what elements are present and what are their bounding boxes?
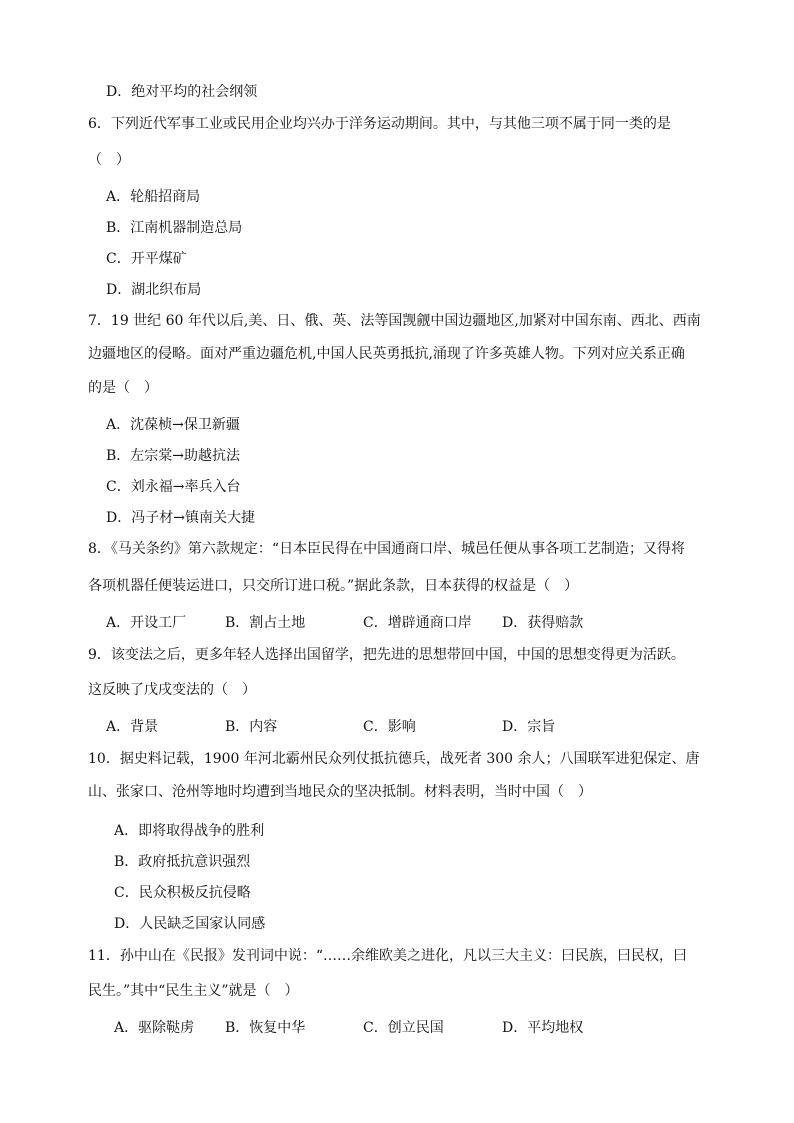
q10-option-d: D．人民缺乏国家认同感 [114, 916, 266, 932]
q10-option-c: C．民众积极反抗侵略 [114, 885, 251, 901]
q9-option-a: A．背景 [106, 719, 159, 735]
q7-option-c: C．刘永福→率兵入台 [106, 479, 241, 495]
q6-option-d: D．湖北织布局 [106, 282, 202, 298]
q7-option-a: A．沈葆桢→保卫新疆 [106, 417, 240, 433]
q7-option-b: B．左宗棠→助越抗法 [106, 448, 241, 464]
q9-option-d: D．宗旨 [502, 719, 556, 735]
q10-option-a: A．即将取得战争的胜利 [114, 823, 265, 839]
q6-option-c: C．开平煤矿 [106, 251, 187, 267]
q11-option-a: A．驱除鞑虏 [114, 1020, 195, 1036]
q8-option-c: C．增辟通商口岸 [363, 615, 472, 631]
q8-option-a: A．开设工厂 [106, 615, 187, 631]
q10-stem-line-1: 10．据史料记载，1900 年河北霸州民众列仗抵抗德兵，战死者 300 余人；八国联军进犯保定、唐 [88, 751, 700, 767]
q7-option-d: D．冯子材→镇南关大捷 [106, 510, 255, 526]
q10-stem-line-2: 山、张家口、沧州等地时均遭到当地民众的坚决抵制。材料表明，当时中国（ ） [88, 784, 592, 800]
q11-stem-line-2: 民生。”其中“民生主义”就是（ ） [88, 983, 299, 999]
q7-stem-line-2: 边疆地区的侵略。面对严重边疆危机,中国人民英勇抵抗,涌现了许多英雄人物。下列对应关系正确 [88, 346, 685, 362]
q5-option-d: D．绝对平均的社会纲领 [106, 84, 258, 100]
q11-option-c: C．创立民国 [363, 1020, 444, 1036]
q8-option-d: D．获得赔款 [502, 615, 584, 631]
q9-option-b: B．内容 [225, 719, 278, 735]
q9-option-c: C．影响 [363, 719, 416, 735]
q10-option-b: B．政府抵抗意识强烈 [114, 854, 251, 870]
q6-option-a: A．轮船招商局 [106, 189, 201, 205]
q7-stem-line-1: 7．19 世纪 60 年代以后,美、日、俄、英、法等国觊觎中国边疆地区,加紧对中国东南、西北、西南 [88, 313, 701, 329]
q8-option-b: B．割占土地 [225, 615, 306, 631]
q9-stem-line-1: 9．该变法之后，更多年轻人选择出国留学，把先进的思想带回中国，中国的思想变得更为活跃。 [88, 647, 685, 663]
q8-stem-line-2: 各项机器任便装运进口，只交所订进口税。”据此条款，日本获得的权益是（ ） [88, 578, 579, 594]
q9-stem-line-2: 这反映了戊戌变法的（ ） [88, 682, 256, 698]
q8-stem-line-1: 8．《马关条约》第六款规定：“日本臣民得在中国通商口岸、城邑任便从事各项工艺制造；又得将 [88, 541, 686, 557]
q6-option-b: B．江南机器制造总局 [106, 220, 243, 236]
q6-stem-line-2: （ ） [88, 152, 130, 168]
q11-option-d: D．平均地权 [502, 1020, 584, 1036]
q6-stem-line-1: 6．下列近代军事工业或民用企业均兴办于洋务运动期间。其中，与其他三项不属于同一类的是 [88, 116, 671, 132]
q7-stem-line-3: 的是（ ） [88, 380, 158, 396]
q11-option-b: B．恢复中华 [225, 1020, 306, 1036]
q11-stem-line-1: 11．孙中山在《民报》发刊词中说：“……余维欧美之进化，凡以三大主义：曰民族，曰民权，曰 [88, 948, 687, 964]
